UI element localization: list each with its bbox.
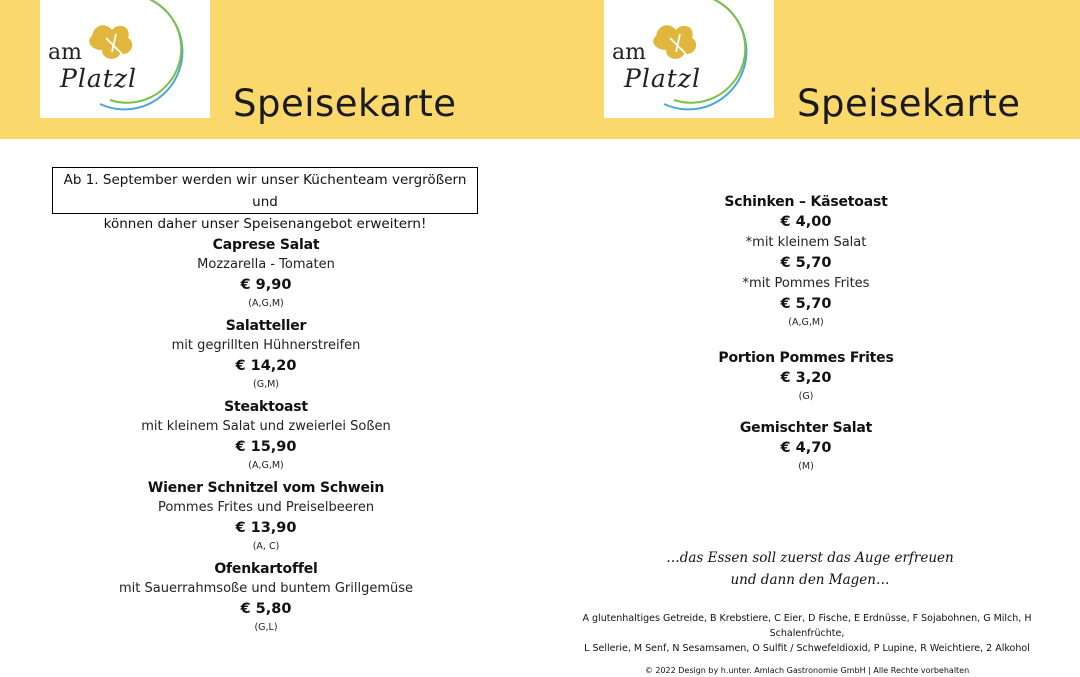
allergen-legend <box>562 611 1052 656</box>
dish-name: Ofenkartoffel <box>214 561 318 577</box>
legend-line-1: A glutenhaltiges Getreide, B Krebstiere, C Eier, D Fische, E Erdnüsse, F Sojabohnen, G Milch, H Schalenfrüchte, <box>582 613 1032 639</box>
logo-text-am: am <box>612 40 646 65</box>
menu-item <box>656 349 956 404</box>
dish-price: € 14,20 <box>235 358 297 374</box>
dish-name: Wiener Schnitzel vom Schwein <box>147 480 385 496</box>
dish-description: Pommes Frites und Preiselbeeren <box>157 500 375 515</box>
logo-text-am: am <box>48 40 82 65</box>
dish-price: € 4,00 <box>780 214 832 230</box>
dish-name: Salatteller <box>225 318 307 334</box>
menu-right-column <box>656 193 956 474</box>
page-title-left: Speisekarte <box>233 82 457 125</box>
dish-allergens: (G,L) <box>254 622 278 633</box>
dish-name: Schinken – Käsetoast <box>724 194 888 210</box>
dish-allergens: (A,G,M) <box>248 460 284 471</box>
quote-line-2: und dann den Magen… <box>730 572 890 588</box>
logo-right <box>604 0 774 118</box>
dish-description: mit kleinem Salat und zweierlei Soßen <box>141 419 391 434</box>
dish-price: € 13,90 <box>235 520 297 536</box>
option-price: € 5,70 <box>780 296 832 312</box>
logo-text-platzl: Platzl <box>60 64 137 93</box>
dish-allergens: (A, C) <box>252 541 280 552</box>
dish-allergens: (M) <box>798 461 814 472</box>
dish-price: € 9,90 <box>240 277 292 293</box>
menu-quote <box>660 547 960 591</box>
menu-item <box>66 560 466 635</box>
dish-description: mit gegrillten Hühnerstreifen <box>171 338 361 353</box>
legend-line-2: L Sellerie, M Senf, N Sesamsamen, O Sulfit / Schwefeldioxid, P Lupine, R Weichtiere, 2 Alkohol <box>584 643 1030 654</box>
dish-price: € 3,20 <box>780 370 832 386</box>
dish-description: mit Sauerrahmsoße und buntem Grillgemüse <box>119 581 413 596</box>
dish-name: Steaktoast <box>224 399 308 415</box>
dish-allergens: (A,G,M) <box>788 317 824 328</box>
menu-item-toast <box>656 193 956 330</box>
dish-allergens: (G,M) <box>253 379 279 390</box>
dish-price: € 5,80 <box>240 601 292 617</box>
dish-name: Gemischter Salat <box>739 420 873 436</box>
menu-item <box>66 398 466 473</box>
dish-allergens: (A,G,M) <box>248 298 284 309</box>
menu-item <box>66 236 466 311</box>
logo-text-platzl: Platzl <box>624 64 701 93</box>
notice-box <box>52 167 478 232</box>
copyright-footer: © 2022 Design by h.unter. Amlach Gastronomie GmbH | Alle Rechte vorbehalten <box>644 666 970 675</box>
option-label: *mit kleinem Salat <box>745 235 867 250</box>
notice-line-2: können daher unser Speisenangebot erweitern! <box>103 216 427 232</box>
dish-name: Portion Pommes Frites <box>718 350 894 366</box>
option-price: € 5,70 <box>780 255 832 271</box>
dish-price: € 15,90 <box>235 439 297 455</box>
dish-description: Mozzarella - Tomaten <box>197 257 335 272</box>
dish-price: € 4,70 <box>780 440 832 456</box>
quote-line-1: …das Essen soll zuerst das Auge erfreuen <box>666 550 954 566</box>
menu-item <box>66 317 466 392</box>
dish-allergens: (G) <box>798 391 814 402</box>
menu-item <box>656 419 956 474</box>
option-label: *mit Pommes Frites <box>742 276 870 291</box>
notice-line-1: Ab 1. September werden wir unser Küchenteam vergrößern und <box>63 172 467 210</box>
menu-left-column <box>66 236 466 635</box>
page-title-right: Speisekarte <box>797 82 1021 125</box>
menu-item <box>66 479 466 554</box>
logo-left <box>40 0 210 118</box>
dish-name: Caprese Salat <box>212 237 320 253</box>
